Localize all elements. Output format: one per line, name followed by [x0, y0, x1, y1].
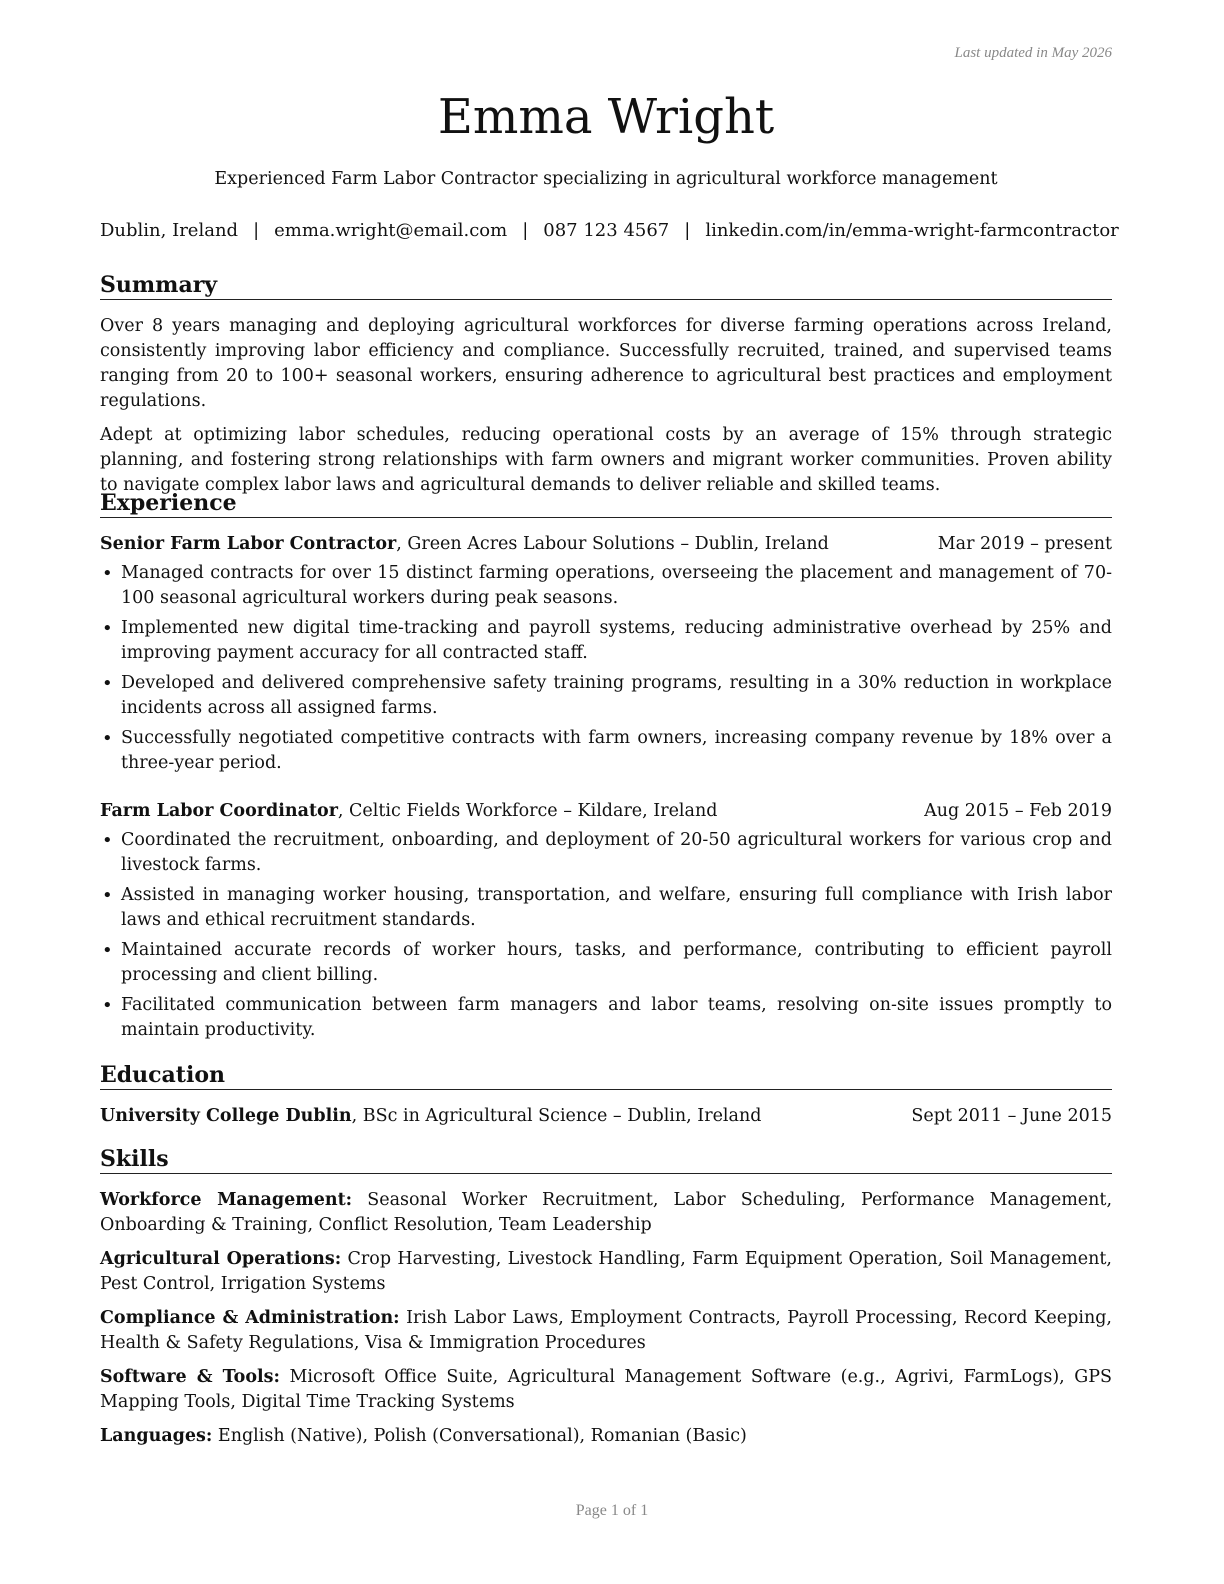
degree-detail: , BSc in Agricultural Science – Dublin, Ireland [351, 1106, 762, 1126]
contact-linkedin-link[interactable]: linkedin.com/in/emma-wright-farmcontractor [705, 220, 1119, 241]
section-title-skills: Skills [100, 1146, 1112, 1174]
contact-separator: | [253, 220, 260, 241]
skill-row [100, 1365, 1112, 1415]
skill-label: Languages: [100, 1426, 213, 1446]
skill-text: Irish Labor Laws, Employment Contracts, Payroll Processing, Record Keeping, Health & Safety Regulations, Visa & Immigration Procedures [100, 1308, 1112, 1353]
job-header [100, 799, 1112, 823]
job-dates: Aug 2015 – Feb 2019 [924, 801, 1112, 821]
education-dates: Sept 2011 – June 2015 [911, 1106, 1112, 1126]
section-title-summary: Summary [100, 272, 1112, 300]
skill-text: Seasonal Worker Recruitment, Labor Scheduling, Performance Management, Onboarding & Training, Conflict Resolution, Team Leadership [100, 1190, 1113, 1235]
list-item: • Developed and delivered comprehensive safety training programs, resulting in a 30% reduction in workplace incidents across all assigned farms. [100, 671, 1112, 721]
list-item: • Implemented new digital time-tracking and payroll systems, reducing administrative overhead by 25% and improving payment accuracy for all contracted staff. [100, 616, 1112, 666]
last-updated-note: Last updated in May 2026 [954, 45, 1112, 61]
contact-location: Dublin, Ireland [100, 220, 239, 241]
experience-section [100, 490, 1112, 1043]
job-bullets [100, 828, 1112, 1043]
job-entry [100, 532, 1112, 776]
list-item: • Maintained accurate records of worker hours, tasks, and performance, contributing to efficient payroll processing and client billing. [100, 938, 1112, 988]
skill-label: Agricultural Operations: [100, 1249, 342, 1269]
list-item: • Managed contracts for over 15 distinct farming operations, overseeing the placement and management of 70-100 seasonal agricultural workers during peak seasons. [100, 561, 1112, 611]
skill-row [100, 1424, 1112, 1449]
skills-section [100, 1146, 1112, 1449]
skill-row [100, 1306, 1112, 1356]
contact-email-link[interactable]: emma.wright@email.com [274, 220, 508, 241]
section-title-education: Education [100, 1062, 1112, 1090]
school-name: University College Dublin [100, 1106, 352, 1126]
list-item: • Assisted in managing worker housing, transportation, and welfare, ensuring full compliance with Irish labor laws and ethical recruitment standards. [100, 883, 1112, 933]
list-item: • Successfully negotiated competitive contracts with farm owners, increasing company revenue by 18% over a three-year period. [100, 726, 1112, 776]
job-header [100, 532, 1112, 556]
skill-text: English (Native), Polish (Conversational), Romanian (Basic) [212, 1426, 747, 1446]
contact-line [100, 220, 1119, 242]
contact-phone: 087 123 4567 [543, 220, 670, 241]
job-organization: , Celtic Fields Workforce – Kildare, Ireland [337, 801, 718, 821]
list-item: • Coordinated the recruitment, onboarding, and deployment of 20-50 agricultural workers for various crop and livestock farms. [100, 828, 1112, 878]
list-item: • Facilitated communication between farm managers and labor teams, resolving on-site issues promptly to maintain productivity. [100, 993, 1112, 1043]
summary-paragraph: Adept at optimizing labor schedules, reducing operational costs by an average of 15% through strategic planning, and fostering strong relationships with farm owners and migrant worker communities. Proven ability to navigate complex labor laws and agricultural demands to deliver reliable and skilled teams. [100, 425, 1112, 495]
summary-section [100, 272, 1112, 498]
education-entry [100, 1104, 1112, 1128]
tagline: Experienced Farm Labor Contractor specializing in agricultural workforce management [214, 169, 998, 189]
section-title-experience: Experience [100, 490, 1112, 518]
job-role: Farm Labor Coordinator [100, 801, 338, 821]
job-organization: , Green Acres Labour Solutions – Dublin, Ireland [396, 534, 829, 554]
skill-label: Compliance & Administration: [100, 1308, 400, 1328]
contact-separator: | [522, 220, 529, 241]
summary-paragraph: Over 8 years managing and deploying agricultural workforces for diverse farming operations across Ireland, consistently improving labor efficiency and compliance. Successfully recruited, trained, and supervised teams ranging from 20 to 100+ seasonal workers, ensuring adherence to agricultural best practices and employment regulations. [100, 316, 1112, 411]
contact-separator: | [684, 220, 691, 241]
skill-label: Software & Tools: [100, 1367, 280, 1387]
skill-row [100, 1247, 1112, 1297]
candidate-name: Emma Wright [437, 89, 775, 145]
skill-label: Workforce Management: [100, 1190, 353, 1210]
skill-text: Crop Harvesting, Livestock Handling, Farm Equipment Operation, Soil Management, Pest Control, Irrigation Systems [100, 1249, 1112, 1294]
job-bullets [100, 561, 1112, 776]
job-entry [100, 799, 1112, 1043]
job-dates: Mar 2019 – present [937, 534, 1112, 554]
education-section [100, 1062, 1112, 1128]
job-role: Senior Farm Labor Contractor [100, 534, 397, 554]
skill-text: Microsoft Office Suite, Agricultural Management Software (e.g., Agrivi, FarmLogs), GPS Mapping Tools, Digital Time Tracking Systems [100, 1367, 1113, 1412]
page-number: Page 1 of 1 [575, 1502, 649, 1519]
skill-row [100, 1188, 1112, 1238]
